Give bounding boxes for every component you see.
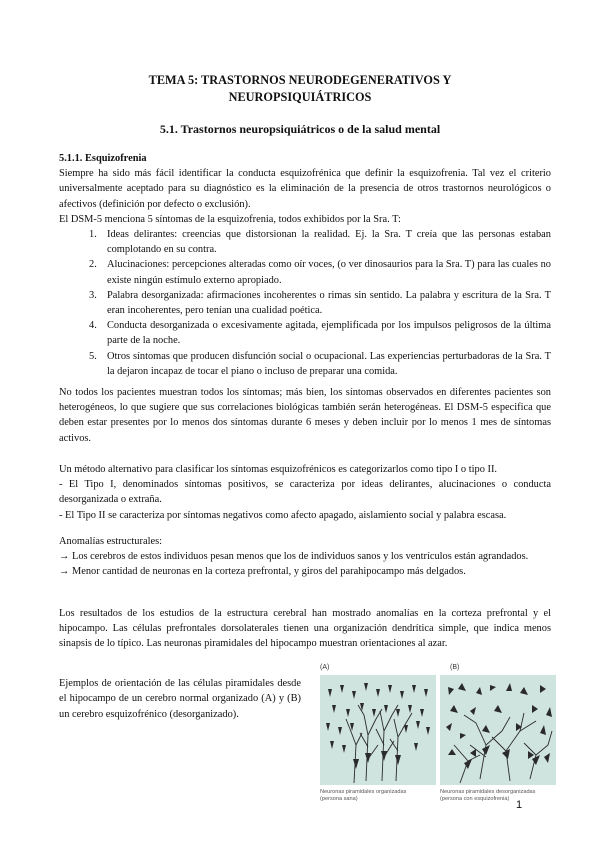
anomalies-block	[59, 534, 551, 580]
symptom-number: 4.	[89, 320, 97, 332]
symptom-item	[59, 349, 551, 379]
anomalies-heading: Anomalías estructurales:	[59, 536, 163, 547]
heterogeneity-paragraph: No todos los pacientes muestran todos los síntomas; más bien, los síntomas observados en diferentes pacientes son heterogéneos, lo que sugiere que sus correlaciones biológicas también serán heterogéneas. El DSM-5 especifica que deben estar presentes por lo menos dos síntomas durante 6 meses y deben incluir por lo menos 1 mes de síntomas activos.	[59, 387, 551, 444]
panel-b-caption-line-2: (persona con esquizofrenia)	[440, 796, 510, 803]
types-block	[59, 462, 551, 523]
symptom-item	[59, 257, 551, 287]
type-2-text: - El Tipo II se caracteriza por síntomas negativos como afecto apagado, aislamiento social y palabra escasa.	[59, 509, 507, 521]
type-1-text: - El Tipo I, denominados síntomas positivos, se caracteriza por ideas delirantes, alucinaciones o conducta desorganizada o extraña.	[59, 479, 551, 506]
symptom-item	[59, 227, 551, 257]
section-heading: 5.1.1. Esquizofrenia	[59, 153, 147, 164]
disorganized-neurons-drawing	[440, 675, 556, 785]
symptom-text: Alucinaciones: percepciones alteradas como oír voces, (o ver dinosaurios para la Sra. T) para las cuales no existe ningún estímulo externo apropiado.	[107, 259, 551, 286]
panel-a-organized-neurons	[320, 675, 436, 785]
symptom-number: 5.	[89, 350, 97, 362]
symptom-text: Palabra desorganizada: afirmaciones incoherentes o rimas sin sentido. La palabra y escritura de la Sra. T eran incoherentes, pero tenían una cualidad poética.	[107, 289, 551, 317]
symptom-text: Ideas delirantes: creencias que distorsionan la realidad. Ej. la Sra. T creía que las personas estaban complotando en su contra.	[107, 229, 551, 256]
section-subtitle: 5.1. Trastornos neuropsiquiátricos o de la salud mental	[159, 122, 441, 136]
neuron-figure	[318, 664, 558, 816]
panel-b-caption-line-1: Neuronas piramidales desorganizadas	[440, 789, 536, 795]
symptom-number: 1.	[89, 229, 97, 241]
symptom-text: Conducta desorganizada o excesivamente agitada, ejemplificada por los impulsos peligrosos de la última parte de la noche.	[107, 320, 551, 347]
page-number: 1	[516, 799, 523, 811]
symptom-number: 3.	[89, 289, 97, 301]
organized-neurons-drawing	[320, 675, 436, 785]
anomaly-1: → Los cerebros de estos individuos pesan menos que los de individuos sanos y los ventrículos están agrandados.	[59, 551, 529, 563]
panel-b-label: (B)	[450, 664, 460, 671]
symptom-item	[59, 288, 551, 318]
symptom-text: Otros síntomas que producen disfunción social o ocupacional. Las experiencias perturbadoras de la Sra. T la dejaron incapaz de tocar el piano o incluso de preparar una comida.	[107, 350, 551, 377]
main-text	[59, 151, 551, 379]
figure-caption: Ejemplos de orientación de las células piramidales desde el hipocampo de un cerebro normal organizado (A) y (B) un cerebro esquizofrénico (desorganizado).	[59, 678, 301, 720]
anomaly-2: → Menor cantidad de neuronas en la corteza prefrontal, y giros del parahipocampo más delgados.	[59, 566, 466, 578]
panel-a-caption	[320, 789, 440, 803]
dsm-intro: El DSM-5 menciona 5 síntomas de la esquizofrenia, todos exhibidos por la Sra. T:	[59, 213, 401, 225]
panel-b-caption	[440, 789, 560, 803]
title-line-2: NEUROPSIQUIÁTRICOS	[228, 90, 372, 104]
panel-b-disorganized-neurons	[440, 675, 556, 785]
panel-a-label: (A)	[320, 664, 330, 671]
panel-a-caption-line-2: (persona sana)	[320, 796, 358, 803]
symptoms-list	[59, 227, 551, 379]
title-line-1: TEMA 5: TRASTORNOS NEURODEGENERATIVOS Y	[148, 73, 452, 87]
document-title	[60, 72, 540, 106]
symptom-number: 2.	[89, 259, 97, 271]
symptom-item	[59, 318, 551, 348]
intro-paragraph: Siempre ha sido más fácil identificar la conducta esquizofrénica que definir la esquizofrenia. Tal vez el criterio universalmente aceptado para su diagnóstico es la eliminación de la presencia de otros trastornos neurológicos o afectivos (definición por defecto o exclusión).	[59, 168, 551, 210]
results-paragraph: Los resultados de los estudios de la estructura cerebral han mostrado anomalías en la corteza prefrontal y el hipocampo. Las células prefrontales dorsolaterales tienen una organización dendrítica simple, que indica menos sinapsis de lo típico. Las neuronas piramidales del hipocampo muestran orientaciones al azar.	[59, 608, 551, 650]
types-intro: Un método alternativo para clasificar los síntomas esquizofrénicos es categorizarlos como tipo I o tipo II.	[59, 464, 497, 475]
panel-a-caption-line-1: Neuronas piramidales organizadas	[320, 789, 407, 795]
